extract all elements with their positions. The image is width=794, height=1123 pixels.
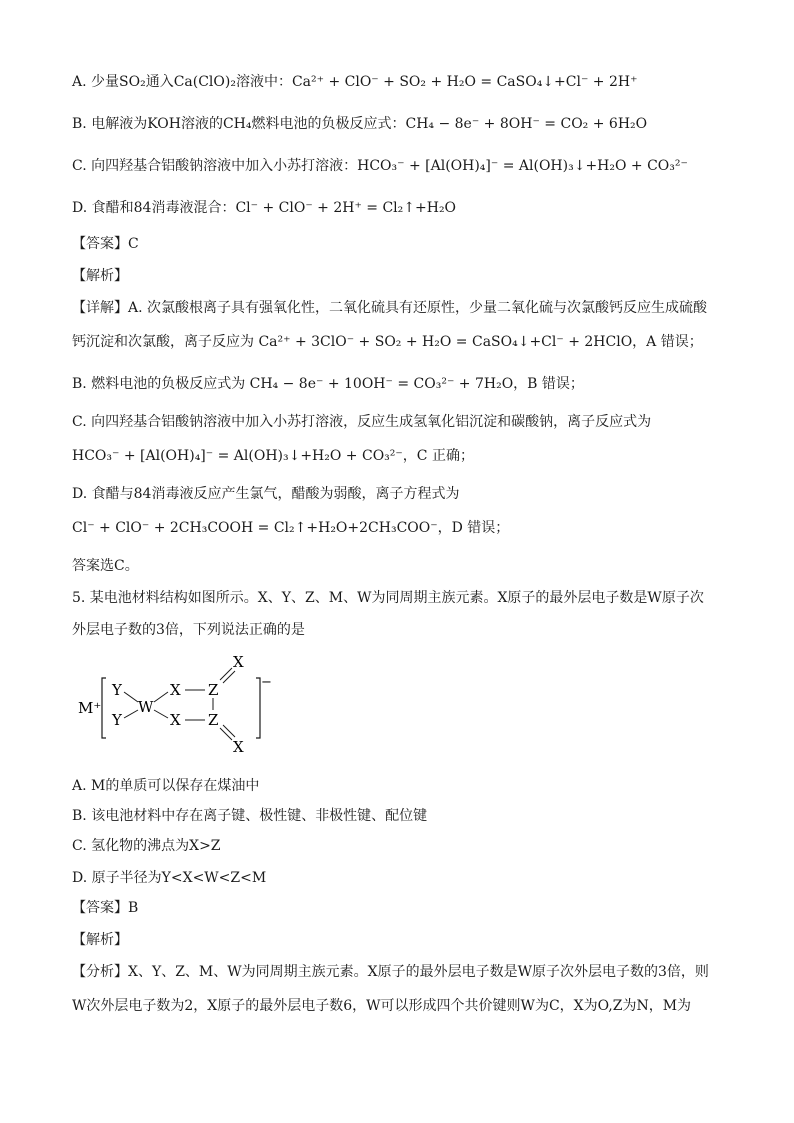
atom-z-upper: Z: [208, 681, 219, 699]
left-bracket: [102, 678, 106, 738]
q5-option-c: C. 氢化物的沸点为X>Z: [72, 838, 221, 854]
anion-charge: −: [261, 675, 272, 690]
bond-y-w-top: [124, 692, 138, 702]
q4-detail-line-3: B. 燃料电池的负极反应式为 CH₄ − 8e⁻ + 10OH⁻ = CO₃²⁻ + 7H₂O，B 错误；: [72, 376, 584, 392]
q5-stem-line-2: 外层电子数的3倍，下列说法正确的是: [72, 622, 305, 638]
q4-option-b: B. 电解液为KOH溶液的CH₄燃料电池的负极反应式：CH₄ − 8e⁻ + 8OH⁻ = CO₂ + 6H₂O: [72, 116, 648, 132]
q5-option-a: A. M的单质可以保存在煤油中: [72, 778, 260, 794]
q4-answer: 【答案】C: [72, 236, 139, 252]
q4-conclusion: 答案选C。: [72, 558, 139, 574]
q5-structure-diagram: [72, 650, 292, 760]
atom-x-lower: X: [170, 711, 181, 729]
atom-y-top: Y: [112, 681, 122, 699]
double-bond-bottom-b: [223, 725, 235, 737]
right-bracket: [256, 678, 260, 738]
q5-option-d: D. 原子半径为Y<X<W<Z<M: [72, 870, 267, 886]
q5-analysis-line-1: 【分析】X、Y、Z、M、W为同周期主族元素。X原子的最外层电子数是W原子次外层电子数的3倍，则: [72, 964, 709, 980]
q5-answer: 【答案】B: [72, 900, 139, 916]
q5-analysis-line-2: W次外层电子数为2，X原子的最外层电子数6，W可以形成四个共价键则W为C，X为O,Z为N，M为: [72, 998, 692, 1014]
q4-detail-line-5: HCO₃⁻ + [Al(OH)₄]⁻ = Al(OH)₃↓+H₂O + CO₃²⁻，C 正确；: [72, 448, 474, 464]
q4-detail-line-2: 钙沉淀和次氯酸，离子反应为 Ca²⁺ + 3ClO⁻ + SO₂ + H₂O = CaSO₄↓+Cl⁻ + 2HClO，A 错误；: [72, 334, 703, 350]
atom-x-upper: X: [170, 681, 181, 699]
q4-detail-line-6: D. 食醋与84消毒液反应产生氯气，醋酸为弱酸，离子方程式为: [72, 486, 460, 502]
double-bond-top-a: [220, 668, 232, 680]
bond-y-w-bottom: [124, 710, 138, 718]
double-bond-bottom-a: [220, 728, 232, 740]
q4-detail-line-4: C. 向四羟基合铝酸钠溶液中加入小苏打溶液，反应生成氢氧化铝沉淀和碳酸钠，离子反应式为: [72, 414, 652, 430]
bond-w-x-lower: [154, 710, 168, 718]
q4-detail-line-7: Cl⁻ + ClO⁻ + 2CH₃COOH = Cl₂↑+H₂O+2CH₃COO⁻，D 错误；: [72, 520, 510, 536]
double-bond-top-b: [223, 671, 235, 683]
atom-x-top-double: X: [233, 653, 244, 671]
atom-x-bottom-double: X: [233, 738, 244, 756]
q4-detail-line-1: 【详解】A. 次氯酸根离子具有强氧化性，二氧化硫具有还原性，少量二氧化硫与次氯酸钙反应生成硫酸: [72, 300, 708, 316]
q4-option-d: D. 食醋和84消毒液混合：Cl⁻ + ClO⁻ + 2H⁺ = Cl₂↑+H₂O: [72, 200, 457, 216]
atom-z-lower: Z: [208, 711, 219, 729]
atom-y-bottom: Y: [112, 711, 122, 729]
q5-stem-line-1: 5. 某电池材料结构如图所示。X、Y、Z、M、W为同周期主族元素。X原子的最外层电子数是W原子次: [72, 590, 704, 606]
q4-option-a: A. 少量SO₂通入Ca(ClO)₂溶液中：Ca²⁺ + ClO⁻ + SO₂ + H₂O = CaSO₄↓+Cl⁻ + 2H⁺: [72, 74, 638, 90]
atom-w: W: [138, 698, 154, 716]
q4-analysis-label: 【解析】: [72, 268, 128, 284]
q4-option-c: C. 向四羟基合铝酸钠溶液中加入小苏打溶液：HCO₃⁻ + [Al(OH)₄]⁻ = Al(OH)₃↓+H₂O + CO₃²⁻: [72, 158, 688, 174]
q5-analysis-label: 【解析】: [72, 932, 128, 948]
q5-option-b: B. 该电池材料中存在离子键、极性键、非极性键、配位键: [72, 808, 428, 824]
cation-m: M⁺: [78, 699, 102, 717]
bond-w-x-upper: [154, 692, 168, 702]
